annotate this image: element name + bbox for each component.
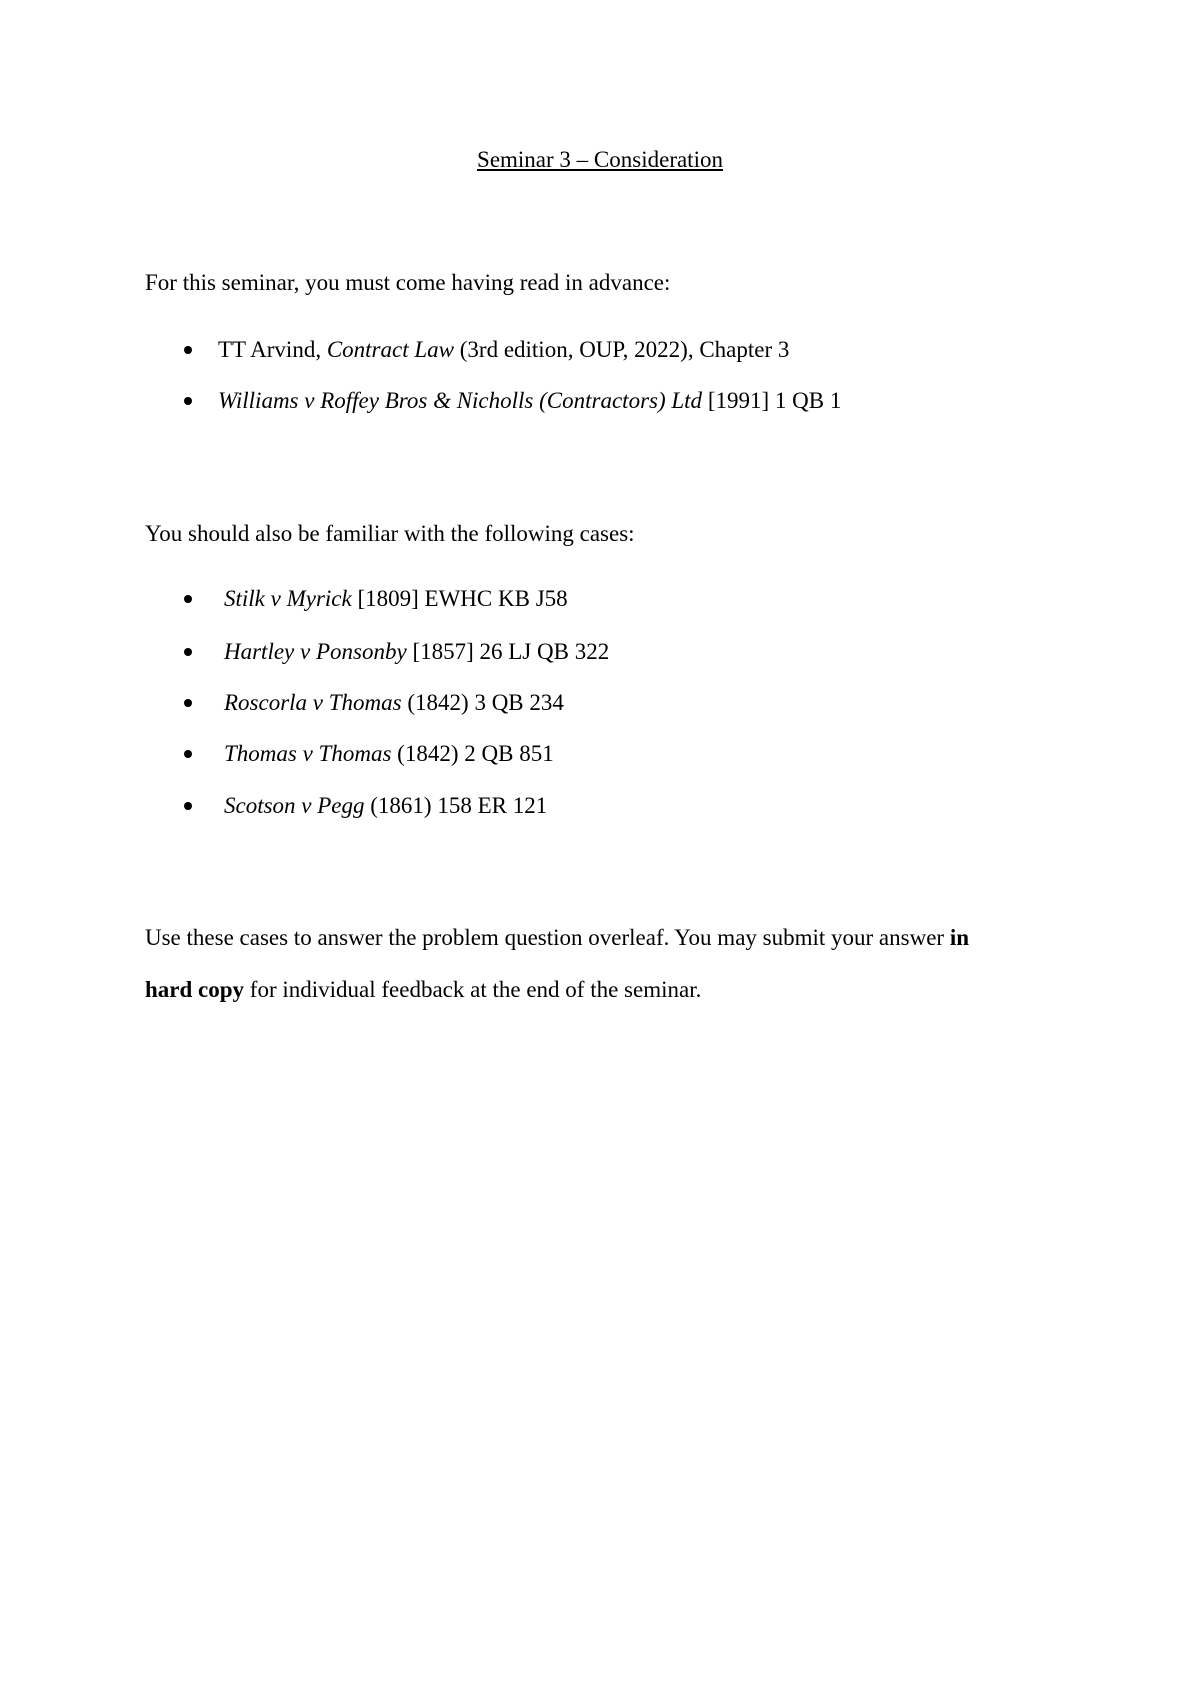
bullet-icon <box>184 699 192 707</box>
bullet-icon <box>184 802 192 810</box>
page-title: Seminar 3 – Consideration <box>477 147 723 172</box>
reading-intro: For this seminar, you must come having read in advance: <box>145 270 671 295</box>
case-citation: [1809] EWHC KB J58 <box>351 586 568 611</box>
bullet-icon <box>184 595 192 603</box>
reading-book-details: (3rd edition, OUP, 2022), Chapter 3 <box>454 337 790 362</box>
reading-item-text <box>218 387 841 415</box>
closing-text: Use these cases to answer the problem question overleaf. You may submit your answer <box>145 925 950 950</box>
case-item-text <box>224 740 554 768</box>
bullet-icon <box>184 648 192 656</box>
bullet-icon <box>184 397 192 405</box>
closing-emphasis: hard copy <box>145 977 245 1002</box>
case-item-text <box>224 689 564 717</box>
reading-case-name: Williams v Roffey Bros & Nicholls (Contractors) Ltd <box>218 388 703 413</box>
case-citation: (1842) 2 QB 851 <box>391 741 554 766</box>
closing-emphasis: in <box>949 925 970 950</box>
case-citation: (1861) 158 ER 121 <box>364 793 548 818</box>
reading-author: TT Arvind, <box>218 337 327 362</box>
case-name: Roscorla v Thomas <box>224 690 402 715</box>
closing-line-2 <box>145 976 1045 1004</box>
case-item-text <box>224 792 547 820</box>
case-name: Thomas v Thomas <box>224 741 392 766</box>
closing-text: for individual feedback at the end of the seminar. <box>244 977 702 1002</box>
case-name: Scotson v Pegg <box>224 793 365 818</box>
reading-item-text <box>218 336 789 364</box>
case-citation: [1857] 26 LJ QB 322 <box>406 639 610 664</box>
case-item-text <box>224 638 609 666</box>
cases-intro: You should also be familiar with the following cases: <box>145 521 635 546</box>
reading-case-citation: [1991] 1 QB 1 <box>702 388 842 413</box>
reading-book-title: Contract Law <box>326 337 454 362</box>
case-item-text <box>224 585 568 613</box>
case-name: Stilk v Myrick <box>224 586 352 611</box>
case-citation: (1842) 3 QB 234 <box>401 690 564 715</box>
bullet-icon <box>184 750 192 758</box>
closing-line-1 <box>145 924 1045 952</box>
case-name: Hartley v Ponsonby <box>224 639 407 664</box>
bullet-icon <box>184 346 192 354</box>
